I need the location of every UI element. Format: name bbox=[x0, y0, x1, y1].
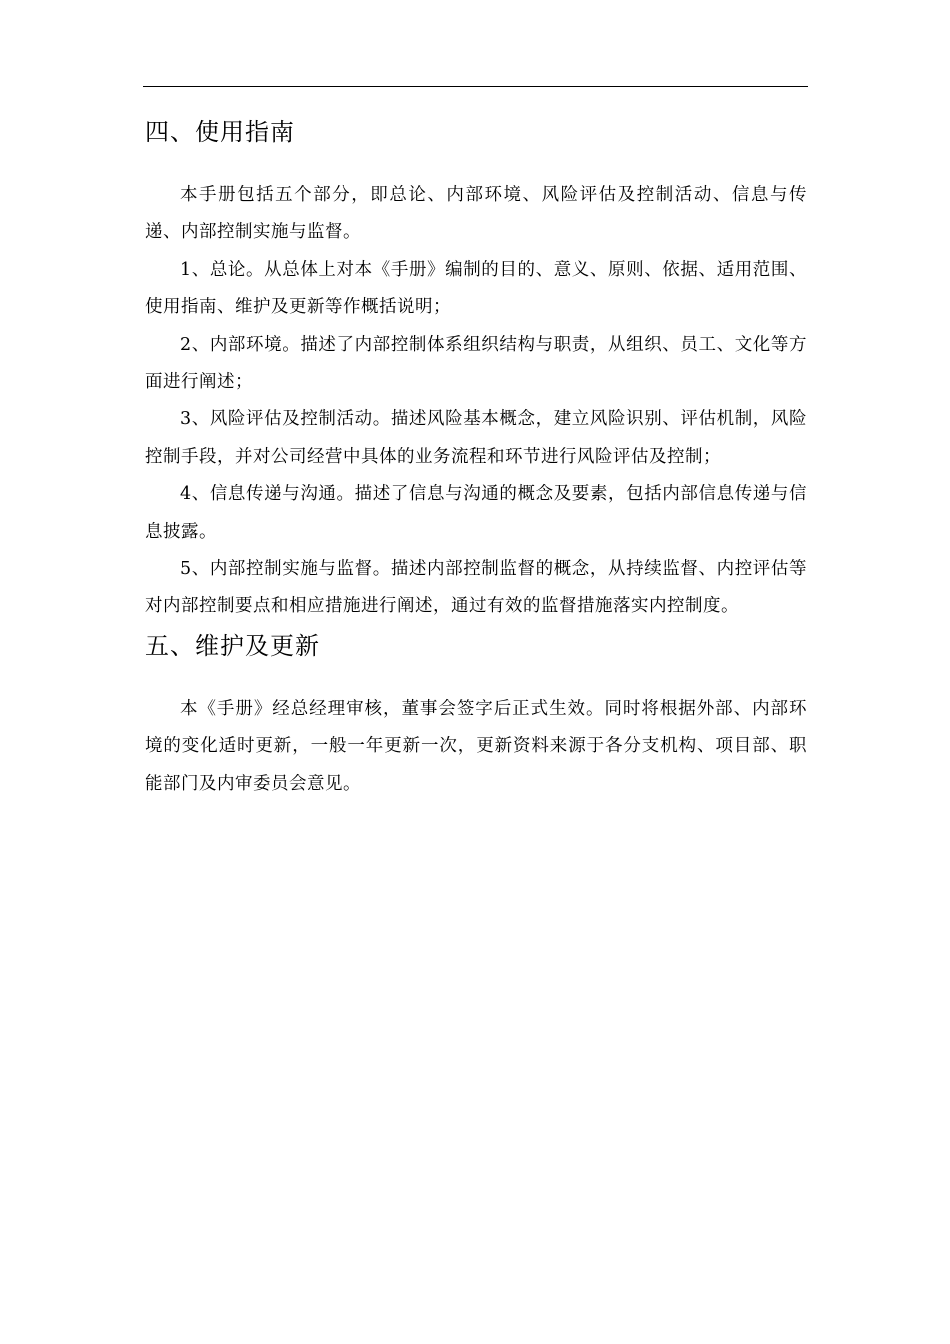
paragraph-maintenance: 本《手册》经总经理审核，董事会签字后正式生效。同时将根据外部、内部环境的变化适时更新，一般一年更新一次，更新资料来源于各分支机构、项目部、职能部门及内审委员会意见。 bbox=[145, 698, 807, 794]
paragraph-item-4: 4、信息传递与沟通。描述了信息与沟通的概念及要素，包括内部信息传递与信息披露。 bbox=[145, 484, 807, 542]
section-heading-maintenance: 五、维护及更新 bbox=[145, 631, 320, 660]
paragraph-overview: 本手册包括五个部分，即总论、内部环境、风险评估及控制活动、信息与传递、内部控制实施与监督。 bbox=[145, 185, 807, 243]
header-rule bbox=[143, 86, 808, 87]
paragraph-item-1: 1、总论。从总体上对本《手册》编制的目的、意义、原则、依据、适用范围、使用指南、维护及更新等作概括说明； bbox=[145, 259, 807, 318]
paragraph-item-2: 2、内部环境。描述了内部控制体系组织结构与职责，从组织、员工、文化等方面进行阐述； bbox=[145, 334, 807, 393]
paragraph-item-3: 3、风险评估及控制活动。描述风险基本概念，建立风险识别、评估机制，风险控制手段，并对公司经营中具体的业务流程和环节进行风险评估及控制； bbox=[145, 409, 807, 467]
paragraph-item-5: 5、内部控制实施与监督。描述内部控制监督的概念，从持续监督、内控评估等对内部控制要点和相应措施进行阐述，通过有效的监督措施落实内控制度。 bbox=[145, 559, 807, 617]
section-heading-usage-guide: 四、使用指南 bbox=[145, 118, 295, 146]
document-body bbox=[145, 112, 807, 803]
